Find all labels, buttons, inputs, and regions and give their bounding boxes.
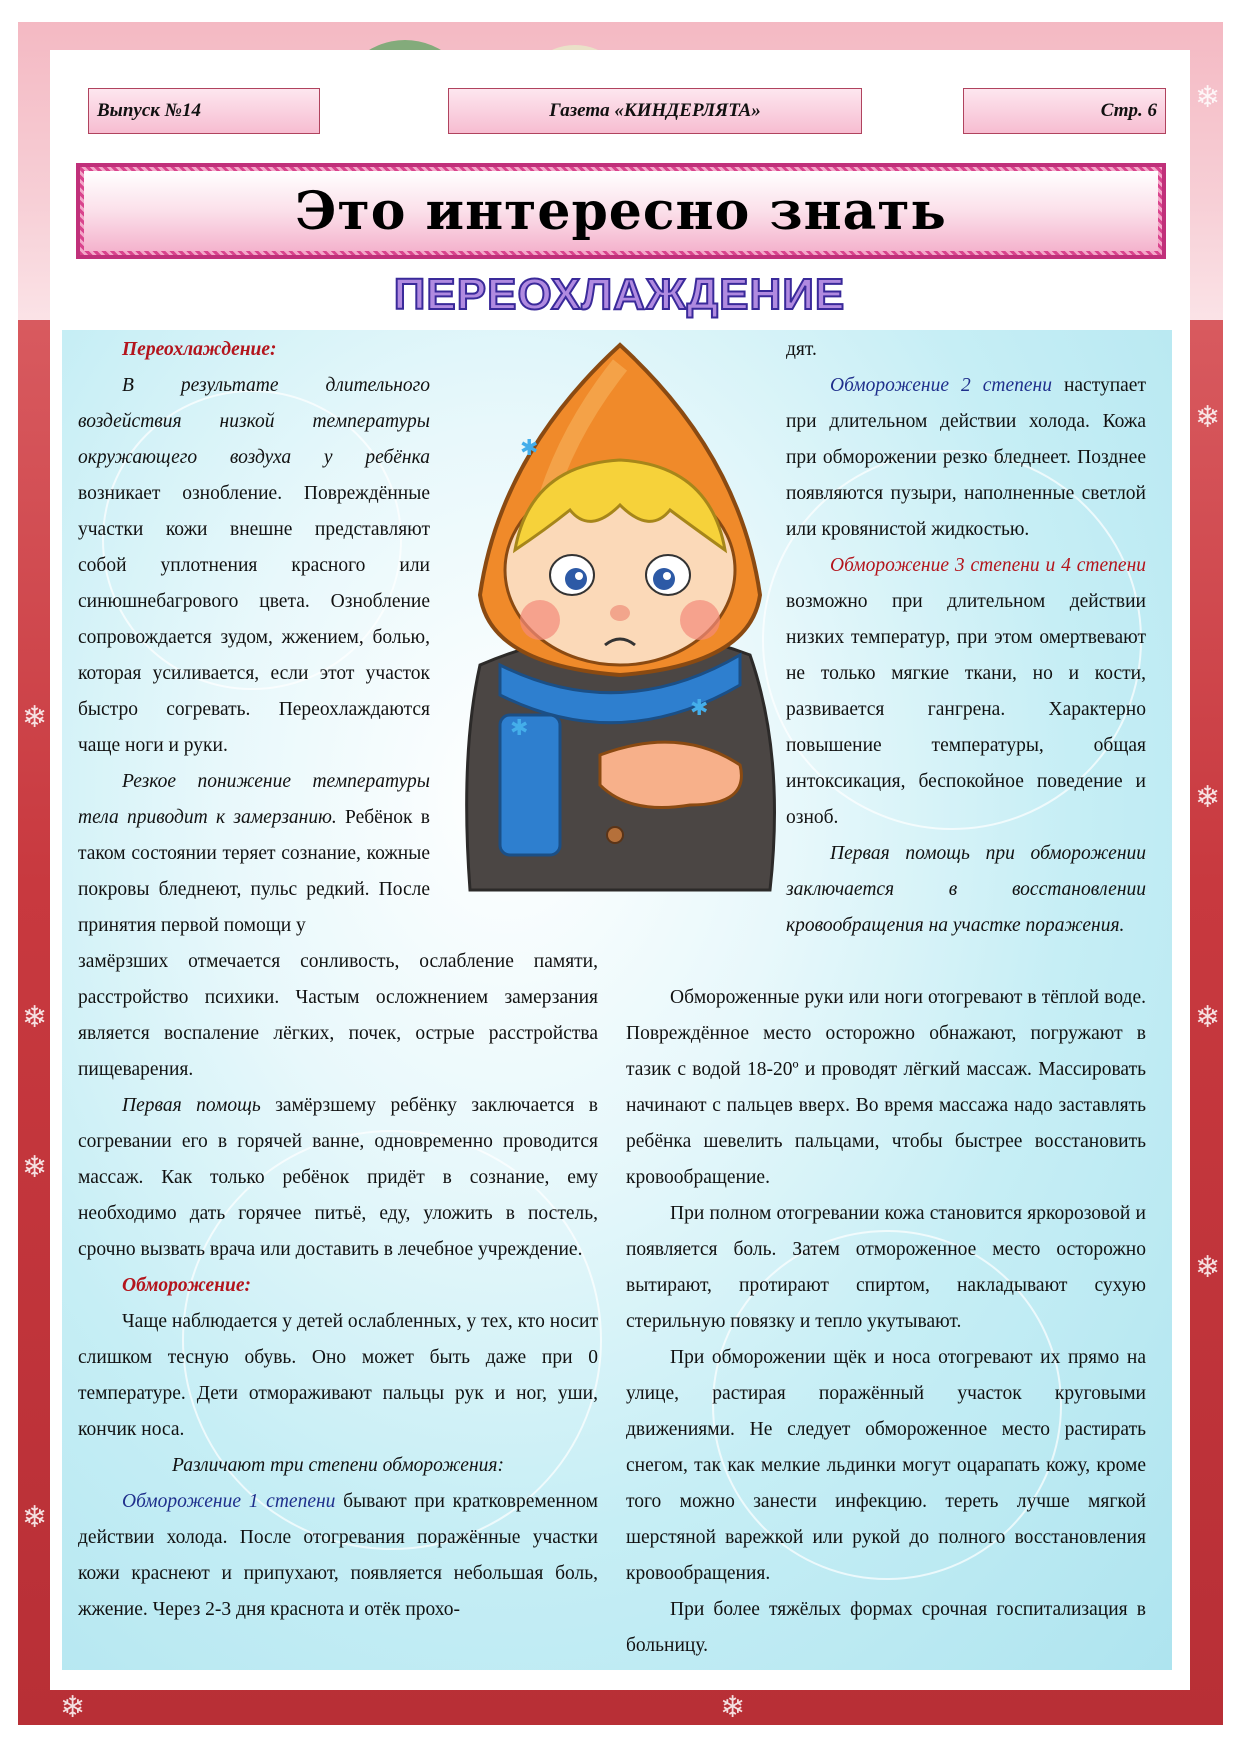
degree34-text: возможно при длительном действии низких температур, при этом омертвевают не только мягкие ткани, но и кости, развивается гангрена. Характерно повышение температуры, общая интоксикация, беспокойное поведение и озноб. xyxy=(786,591,1146,828)
snowflake-icon: ❄ xyxy=(22,1500,48,1535)
right-column-top xyxy=(786,332,1146,944)
freezing-text-cont: замёрзших отмечается сонливость, ослабление памяти, расстройство психики. Частым осложнением замерзания является воспаление лёгких, почек, острые расстройства пищеварения. xyxy=(78,951,598,1080)
right-column-bottom xyxy=(626,980,1146,1664)
frostbite-text: Чаще наблюдается у детей ослабленных, у тех, кто носит слишком тесную обувь. Оно может быть даже при 0 температуре. Дети отмораживают пальцы рук и ног, уши, кончик носа. xyxy=(78,1311,598,1440)
first-aid-text: замёрзшему ребёнку заключается в согревании его в горячей ванне, одновременно проводится массаж. Как только ребёнок придёт в сознание, ему необходимо дать горячее питьё, еду, уложить в постель, срочно вызвать врача или доставить в лечебное учреждение. xyxy=(78,1095,599,1260)
svg-text:✱: ✱ xyxy=(520,436,539,461)
cold-child-illustration xyxy=(440,335,800,900)
snowflake-icon: ❄ xyxy=(60,1690,86,1725)
page-number: Стр. 6 xyxy=(963,88,1166,134)
after-warming-text: При полном отогревании кожа становится яркорозовой и появляется боль. Затем отмороженное место осторожно вытирают, протирают спиртом, накладывают сухую стерильную повязку и тепло укутывают. xyxy=(626,1203,1146,1332)
snowflake-icon: ❄ xyxy=(1195,80,1221,115)
snowflake-icon: ❄ xyxy=(1195,1000,1221,1035)
snowflake-icon: ❄ xyxy=(1195,780,1221,815)
warming-text: Обмороженные руки или ноги отогревают в тёплой воде. Повреждённое место осторожно обнажают, погружают в тазик с водой 18-20º и проводят лёгкий массаж. Массировать начинают с пальцев вверх. Во время массажа надо заставлять ребёнка шевелить пальцами, чтобы быстрее восстановить кровообращение. xyxy=(626,987,1146,1188)
freezing-intro: Резкое понижение температуры тела приводит к замерзанию. xyxy=(78,771,430,828)
degree2-label: Обморожение 2 степени xyxy=(830,375,1052,396)
frostbite-heading: Обморожение: xyxy=(122,1275,251,1296)
left-column-bottom xyxy=(78,944,598,1628)
snowflake-icon: ❄ xyxy=(1195,400,1221,435)
degree1-text: бывают при кратковременном действии холода. После отогревания поражённые участки кожи краснеют и припухают, появляется небольшая боль, жжение. Через 2-3 дня краснота и отёк прохо- xyxy=(78,1491,598,1620)
snowflake-icon: ❄ xyxy=(1195,1250,1221,1285)
article-title: ПЕРЕОХЛАЖДЕНИЕ xyxy=(393,270,846,319)
svg-text:✱: ✱ xyxy=(510,716,529,741)
freezing-text: Ребёнок в таком состоянии теряет сознание, кожные покровы бледнеют, пульс редкий. После принятия первой помощи у xyxy=(78,807,430,936)
svg-text:✱: ✱ xyxy=(690,696,709,721)
section-banner xyxy=(76,163,1166,259)
hypothermia-intro: В результате длительного воздействия низкой температуры окружающего воздуха у ребёнка xyxy=(78,375,430,468)
first-aid-label: Первая помощь xyxy=(122,1095,261,1116)
hospitalization-text: При более тяжёлых формах срочная госпитализация в больницу. xyxy=(626,1599,1146,1656)
hypothermia-text: возникает ознобление. Повреждённые участки кожи внешне представляют собой уплотнения красного или синюшнебагрового цвета. Ознобление сопровождается зудом, жжением, болью, которая усиливается, если этот участок быстро согревать. Переохлаждаются чаще ноги и руки. xyxy=(78,483,430,756)
hypothermia-heading: Переохлаждение: xyxy=(122,339,277,360)
issue-number: Выпуск №14 xyxy=(88,88,320,134)
snowflake-icon: ❄ xyxy=(22,700,48,735)
degree1-label: Обморожение 1 степени xyxy=(122,1491,336,1512)
degree2-text: наступает при длительном действии холода. Кожа при обморожении резко бледнеет. Позднее появляются пузыри, наполненные светлой или кровянистой жидкостью. xyxy=(786,375,1146,540)
frostbite-first-aid: Первая помощь при обморожении заключается в восстановлении кровообращения на участке поражения. xyxy=(786,843,1146,936)
snowflake-icon: ❄ xyxy=(22,1000,48,1035)
degree1-text-end: дят. xyxy=(786,339,817,360)
degrees-intro: Различают три степени обморожения: xyxy=(172,1455,504,1476)
snowflake-icon: ❄ xyxy=(22,1150,48,1185)
degree34-label: Обморожение 3 степени и 4 степени xyxy=(830,555,1146,576)
section-title: Это интересно знать xyxy=(295,180,947,242)
left-column-top xyxy=(78,332,430,944)
newspaper-title: Газета «КИНДЕРЛЯТА» xyxy=(448,88,862,134)
cheeks-nose-text: При обморожении щёк и носа отогревают их прямо на улице, растирая поражённый участок круговыми движениями. Не следует обмороженное место растирать снегом, так как мелкие льдинки могут оцарапать кожу, кроме того можно занести инфекцию. тереть лучше мягкой шерстяной варежкой или рукой до полного восстановления кровообращения. xyxy=(626,1347,1146,1584)
snowflake-icon: ❄ xyxy=(720,1690,746,1725)
